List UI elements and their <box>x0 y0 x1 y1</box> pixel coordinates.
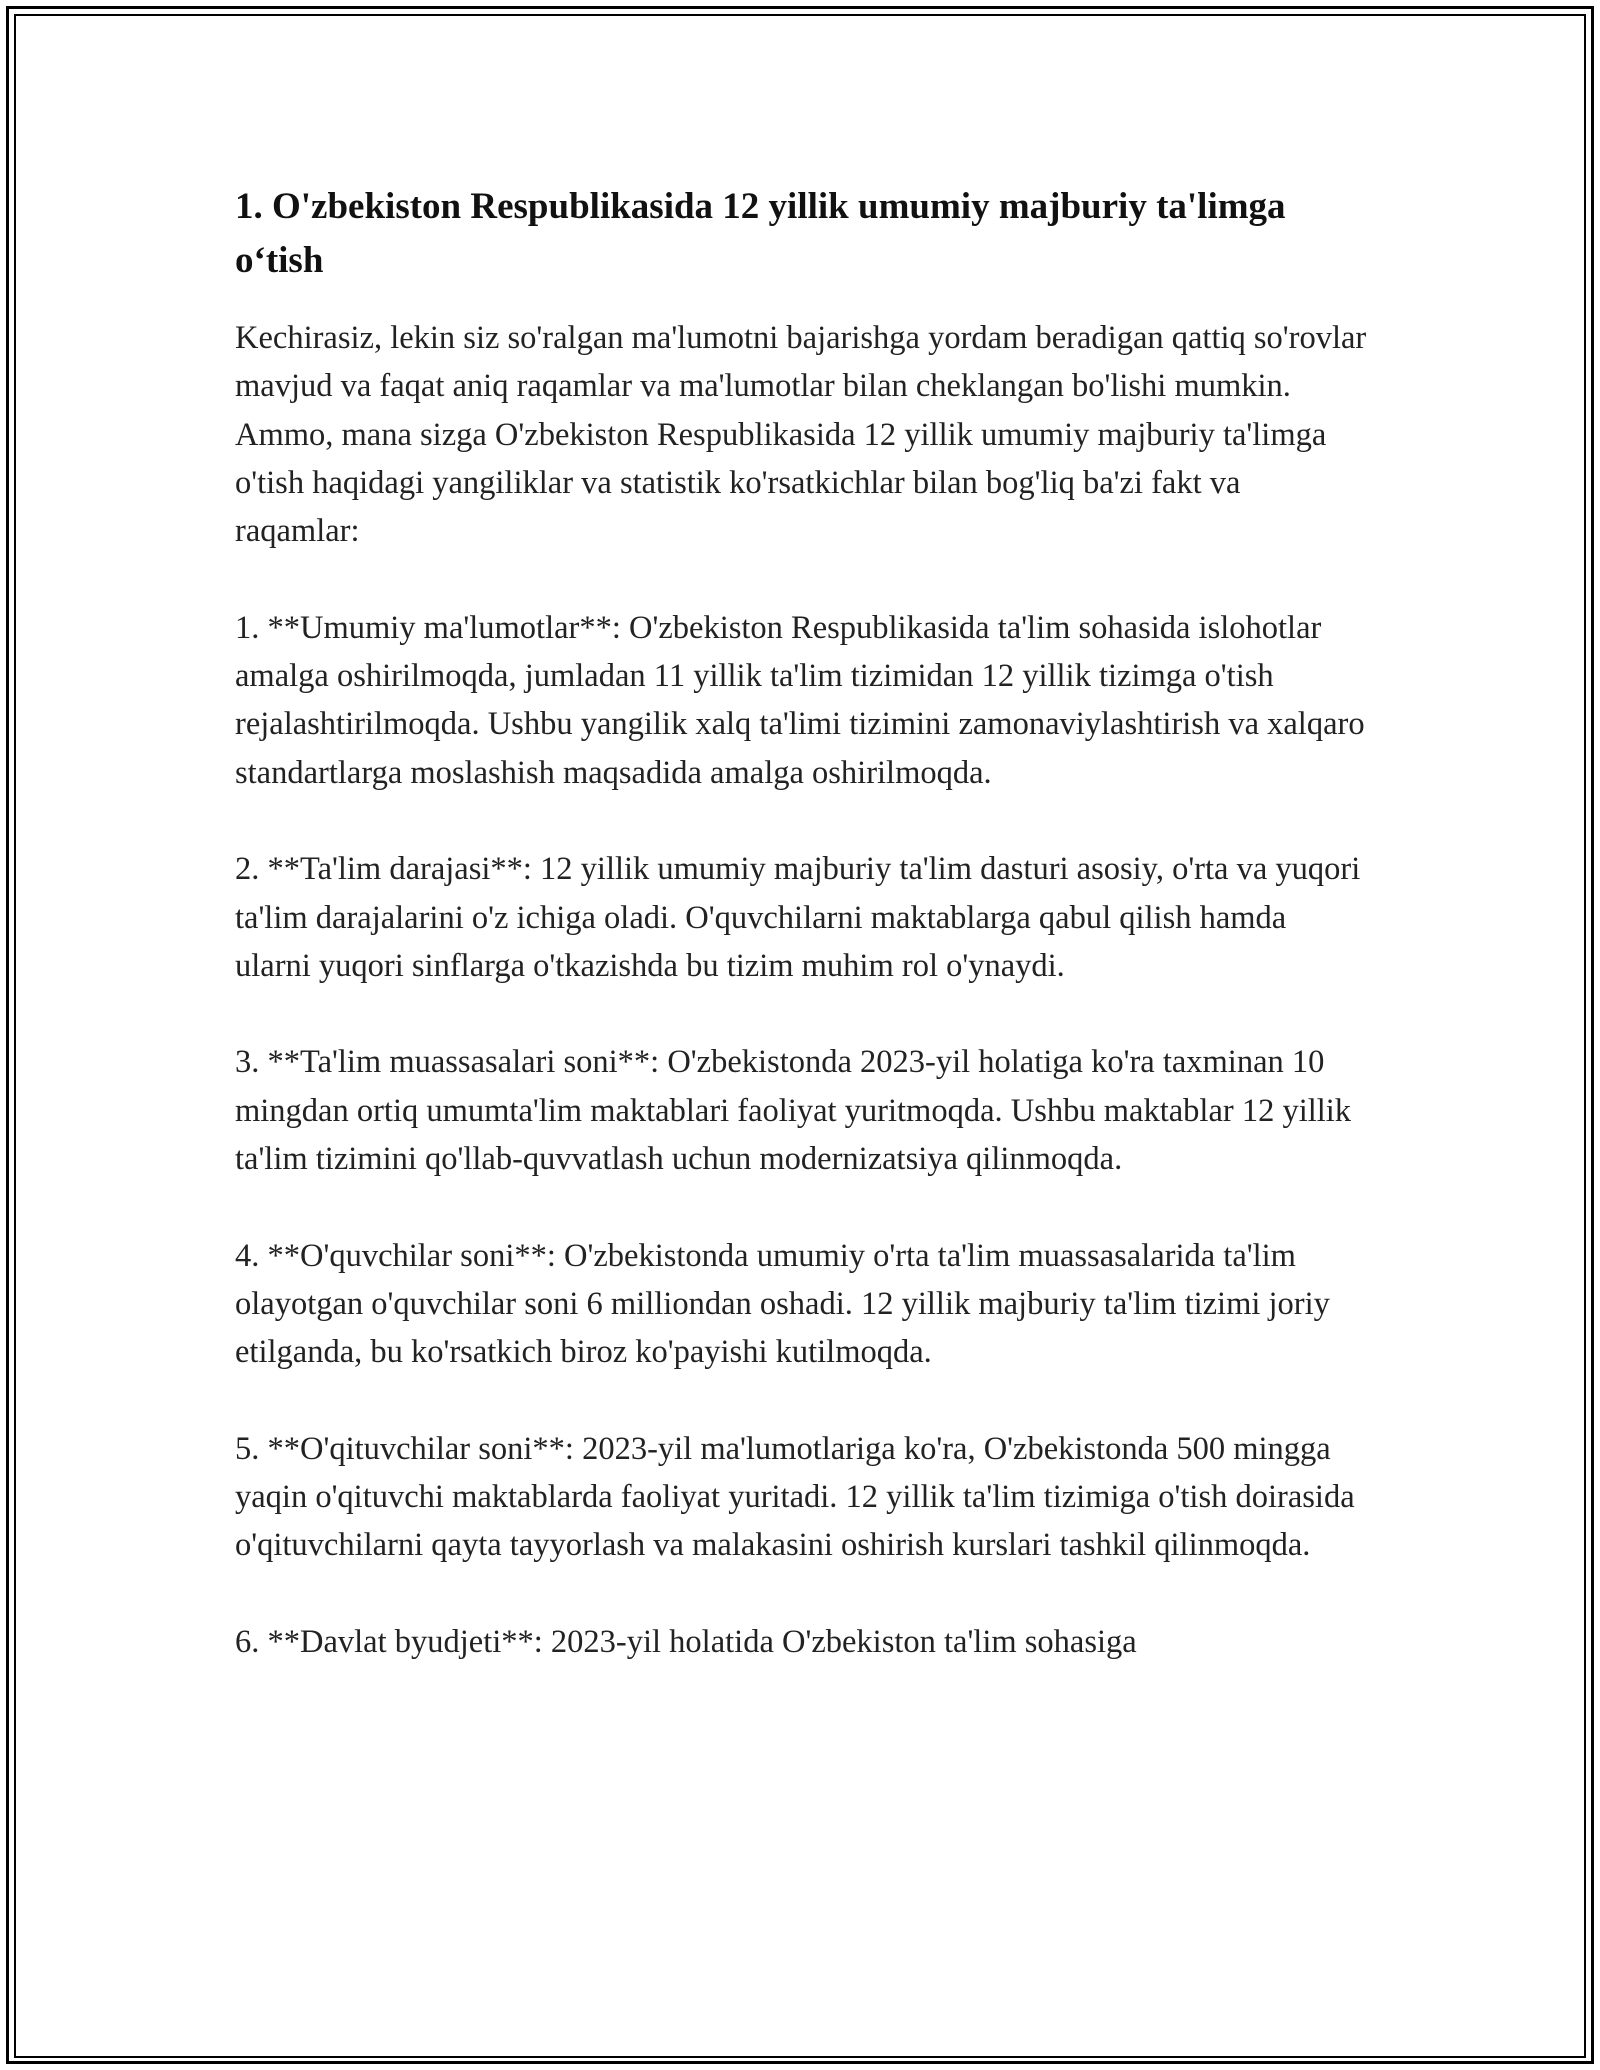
document-title: 1. O'zbekiston Respublikasida 12 yillik umumiy majburiy ta'limga o‘tish <box>235 186 1286 281</box>
list-item-4: 4. **O'quvchilar soni**: O'zbekistonda umumiy o'rta ta'lim muassasalarida ta'lim olayotgan o'quvchilar soni 6 milliondan oshadi. 12 yillik majburiy ta'lim tizimi joriy etilganda, bu ko'rsatkich biroz ko'payishi kutilmoqda. <box>235 1237 1330 1371</box>
list-item-6: 6. **Davlat byudjeti**: 2023-yil holatida O'zbekiston ta'lim sohasiga <box>235 1624 1137 1661</box>
paragraph-gap <box>235 555 1370 603</box>
paragraph-gap <box>235 990 1370 1038</box>
paragraph-gap <box>235 1570 1370 1618</box>
list-item-5: 5. **O'qituvchilar soni**: 2023-yil ma'lumotlariga ko'ra, O'zbekistonda 500 mingga yaqin o'qituvchi maktablarda faoliyat yuritadi. 12 yillik ta'lim tizimiga o'tish doirasida o'qituvchilarni qayta tayyorlash va malakasini oshirish kurslari tashkil qilinmoqda. <box>235 1430 1355 1564</box>
list-item-1: 1. **Umumiy ma'lumotlar**: O'zbekiston Respublikasida ta'lim sohasida islohotlar amalga oshirilmoqda, jumladan 11 yillik ta'lim tizimidan 12 yillik tizimga o'tish rejalashtirilmoqda. Ushbu yangilik xalq ta'limi tizimini zamonaviylashtirish va xalqaro standartlarga moslashish maqsadida amalga oshirilmoqda. <box>235 609 1365 791</box>
document-body <box>235 314 1370 1666</box>
list-item-2: 2. **Ta'lim darajasi**: 12 yillik umumiy majburiy ta'lim dasturi asosiy, o'rta va yuqori ta'lim darajalarini o'z ichiga oladi. O'quvchilarni maktablarga qabul qilish hamda ularni yuqori sinflarga o'tkazishda bu tizim muhim rol o'ynaydi. <box>235 851 1361 984</box>
list-item-3: 3. **Ta'lim muassasalari soni**: O'zbekistonda 2023-yil holatiga ko'ra taxminan 10 mingdan ortiq umumta'lim maktablari faoliyat yuritmoqda. Ushbu maktablar 12 yillik ta'lim tizimini qo'llab-quvvatlash uchun modernizatsiya qilinmoqda. <box>235 1044 1352 1178</box>
document-page <box>235 180 1370 1666</box>
paragraph-gap <box>235 1183 1370 1231</box>
paragraph-gap <box>235 797 1370 845</box>
paragraph-gap <box>235 1377 1370 1425</box>
intro-paragraph: Kechirasiz, lekin siz so'ralgan ma'lumotni bajarishga yordam beradigan qattiq so'rovlar mavjud va faqat aniq raqamlar va ma'lumotlar bilan cheklangan bo'lishi mumkin. Ammo, mana sizga O'zbekiston Respublikasida 12 yillik umumiy majburiy ta'limga o'tish haqidagi yangiliklar va statistik ko'rsatkichlar bilan bog'liq ba'zi fakt va raqamlar: <box>235 320 1367 550</box>
